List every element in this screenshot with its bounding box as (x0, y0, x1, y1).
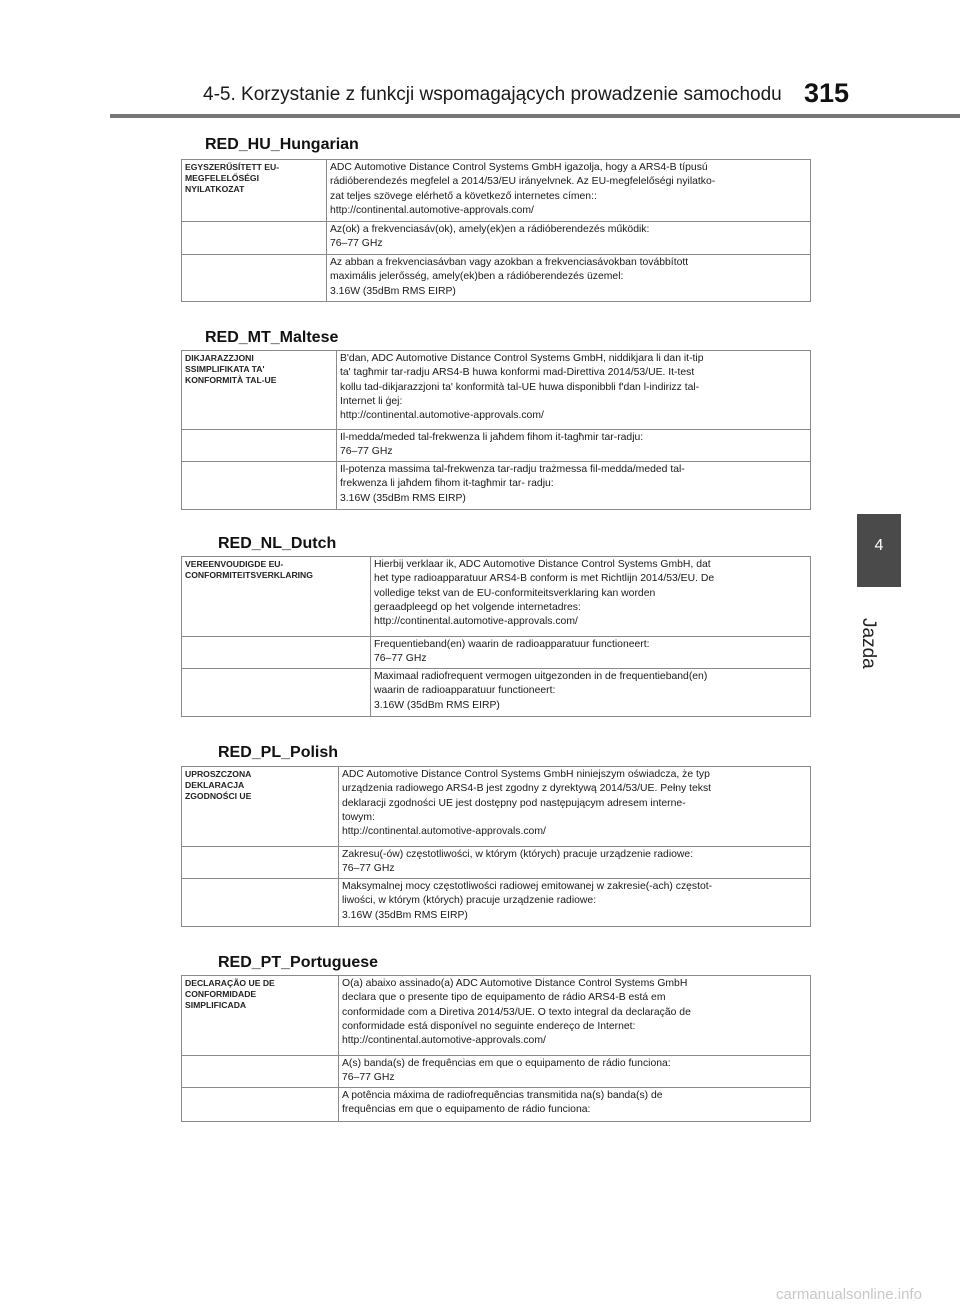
text-line: Zakresu(-ów) częstotliwości, w którym (których) pracuje urządzenie radiowe: (342, 849, 694, 860)
section-title-hungarian: RED_HU_Hungarian (205, 136, 359, 153)
text-line: geraadpleegd op het volgende internetadres: (374, 601, 581, 613)
text-line: 3.16W (35dBm RMS EIRP) (342, 909, 468, 921)
section-title-portuguese: RED_PT_Portuguese (218, 954, 379, 971)
text-line: http://continental.automotive-approvals.com/ (330, 204, 534, 216)
text-line: 76–77 GHz (342, 1072, 395, 1084)
max-power-text (327, 255, 811, 302)
text-line: 76–77 GHz (374, 653, 427, 665)
text-line: http://continental.automotive-approvals.com/ (342, 1035, 546, 1047)
label-line: CONFORMIDADE (185, 988, 257, 999)
text-line: ADC Automotive Distance Control Systems GmbH igazolja, hogy a ARS4-B típusú (330, 162, 708, 173)
declaration-text (327, 160, 811, 222)
chapter-title: 4-5. Korzystanie z funkcji wspomagających prowadzenie samochodu (203, 84, 782, 105)
text-line: towym: (342, 811, 375, 823)
empty-label-cell (182, 1056, 339, 1088)
text-line: 76–77 GHz (330, 238, 383, 250)
max-power-text (371, 669, 811, 717)
declaration-text (339, 976, 811, 1056)
declaration-table-dutch (181, 556, 811, 717)
declaration-text (337, 351, 811, 430)
text-line: http://continental.automotive-approvals.com/ (340, 410, 544, 422)
text-line: volledige tekst van de EU-conformiteitsverklaring kan worden (374, 587, 656, 599)
label-line: SSIMPLIFIKATA TA' (185, 363, 265, 374)
text-line: A potência máxima de radiofrequências transmitida na(s) banda(s) de (342, 1090, 663, 1101)
chapter-tab (857, 514, 901, 587)
table-row (182, 879, 811, 927)
frequency-band-text (327, 222, 811, 255)
page-header (0, 70, 960, 120)
section-title-polish: RED_PL_Polish (218, 744, 339, 761)
text-line: maximális jelerősség, amely(ek)ben a rádióberendezés üzemel: (330, 271, 624, 283)
text-line: conformidade com a Diretiva 2014/53/UE. O texto integral da declaração de (342, 1006, 691, 1018)
text-line: zat teljes szövege elérhető a következő internetes címen:: (330, 190, 597, 202)
label-line: DIKJARAZZJONI (185, 353, 254, 363)
text-line: Il-potenza massima tal-frekwenza tar-radju trażmessa fil-medda/meded tal- (340, 464, 685, 475)
text-line: Maximaal radiofrequent vermogen uitgezonden in de frequentieband(en) (374, 671, 708, 682)
declaration-label (182, 557, 371, 637)
empty-label-cell (182, 430, 337, 462)
text-line: liwości, w którym (których) pracuje urządzenie radiowe: (342, 895, 597, 907)
table-row (182, 767, 811, 847)
max-power-text (337, 462, 811, 510)
empty-label-cell (182, 222, 327, 255)
text-line: 3.16W (35dBm RMS EIRP) (340, 492, 466, 504)
text-line: frekwenza li jaħdem fihom it-tagħmir tar- radju: (340, 478, 554, 490)
text-line: Il-medda/meded tal-frekwenza li jaħdem fihom it-tagħmir tar-radju: (340, 432, 644, 443)
table-row (182, 351, 811, 430)
text-line: conformidade está disponível no seguinte endereço de Internet: (342, 1020, 636, 1032)
text-line: deklaracji zgodności UE jest dostępny pod następującym adresem interne- (342, 797, 686, 809)
text-line: A(s) banda(s) de frequências em que o equipamento de rádio funciona: (342, 1058, 671, 1069)
empty-label-cell (182, 847, 339, 879)
declaration-table-maltese (181, 350, 811, 510)
max-power-text (339, 879, 811, 927)
table-row (182, 160, 811, 222)
label-line: SIMPLIFICADA (185, 999, 247, 1010)
header-divider (110, 114, 960, 118)
text-line: kollu tad-dikjarazzjoni ta' konformità tal-UE huwa disponibbli f'dan l-indirizz tal- (340, 381, 700, 393)
empty-label-cell (182, 255, 327, 302)
text-line: http://continental.automotive-approvals.com/ (342, 826, 546, 838)
text-line: B'dan, ADC Automotive Distance Control Systems GmbH, niddikjara li dan it-tip (340, 353, 704, 364)
text-line: het type radioapparatuur ARS4-B conform is met Richtlijn 2014/53/EU. De (374, 573, 715, 585)
text-line: waarin de radioapparatuur functioneert: (374, 685, 556, 697)
text-line: ta' tagħmir tar-radju ARS4-B huwa konformi mad-Direttiva 2014/53/UE. It-test (340, 367, 695, 379)
watermark: carmanualsonline.info (776, 1286, 922, 1303)
label-line: EGYSZERŰSÍTETT EU- (185, 162, 280, 172)
table-row (182, 255, 811, 302)
text-line: Frequentieband(en) waarin de radioapparatuur functioneert: (374, 639, 650, 650)
declaration-text (371, 557, 811, 637)
label-line: MEGFELELŐSÉGI (185, 172, 260, 183)
text-line: 3.16W (35dBm RMS EIRP) (374, 699, 500, 711)
chapter-tab-label: Jazda (858, 618, 879, 669)
text-line: ADC Automotive Distance Control Systems GmbH niniejszym oświadcza, że typ (342, 769, 710, 780)
text-line: 3.16W (35dBm RMS EIRP) (330, 285, 456, 297)
text-line: O(a) abaixo assinado(a) ADC Automotive Distance Control Systems GmbH (342, 978, 688, 989)
frequency-band-text (339, 1056, 811, 1088)
table-row (182, 557, 811, 637)
label-line: NYILATKOZAT (185, 183, 245, 194)
text-line: urządzenia radiowego ARS4-B jest zgodny z dyrektywą 2014/53/UE. Pełny tekst (342, 783, 712, 795)
table-row (182, 669, 811, 717)
table-row (182, 976, 811, 1056)
table-row (182, 637, 811, 669)
label-line: UPROSZCZONA (185, 769, 252, 779)
empty-label-cell (182, 879, 339, 927)
page-number: 315 (804, 78, 850, 108)
text-line: declara que o presente tipo de equipamento de rádio ARS4-B está em (342, 992, 666, 1004)
label-line: VEREENVOUDIGDE EU- (185, 559, 284, 569)
label-line: DEKLARACJA (185, 779, 245, 790)
table-row (182, 462, 811, 510)
section-title-maltese: RED_MT_Maltese (205, 329, 339, 346)
text-line: 76–77 GHz (340, 446, 393, 458)
declaration-label (182, 767, 339, 847)
text-line: Hierbij verklaar ik, ADC Automotive Distance Control Systems GmbH, dat (374, 559, 711, 570)
empty-label-cell (182, 462, 337, 510)
declaration-table-polish (181, 766, 811, 927)
table-row (182, 222, 811, 255)
chapter-tab-number: 4 (874, 537, 884, 554)
section-title-dutch: RED_NL_Dutch (218, 535, 337, 552)
frequency-band-text (371, 637, 811, 669)
text-line: Maksymalnej mocy częstotliwości radiowej emitowanej w zakresie(-ach) częstot- (342, 881, 713, 892)
empty-label-cell (182, 637, 371, 669)
empty-label-cell (182, 1088, 339, 1122)
table-row (182, 1056, 811, 1088)
text-line: Internet li ġej: (340, 395, 403, 407)
label-line: KONFORMITÀ TAL-UE (185, 374, 277, 385)
empty-label-cell (182, 669, 371, 717)
table-row (182, 847, 811, 879)
label-line: CONFORMITEITSVERKLARING (185, 569, 313, 580)
declaration-label (182, 976, 339, 1056)
max-power-text (339, 1088, 811, 1122)
text-line: Az abban a frekvenciasávban vagy azokban a frekvenciasávokban továbbított (330, 257, 689, 268)
declaration-label (182, 351, 337, 430)
frequency-band-text (339, 847, 811, 879)
table-row (182, 1088, 811, 1122)
declaration-text (339, 767, 811, 847)
text-line: frequências em que o equipamento de rádio funciona: (342, 1104, 591, 1116)
text-line: Az(ok) a frekvenciasáv(ok), amely(ek)en a rádióberendezés működik: (330, 224, 650, 235)
declaration-table-portuguese (181, 975, 811, 1122)
label-line: DECLARAÇÃO UE DE (185, 978, 275, 988)
declaration-table-hungarian (181, 159, 811, 302)
table-row (182, 430, 811, 462)
declaration-label (182, 160, 327, 222)
text-line: http://continental.automotive-approvals.com/ (374, 616, 578, 628)
label-line: ZGODNOŚCI UE (185, 790, 252, 801)
text-line: 76–77 GHz (342, 863, 395, 875)
frequency-band-text (337, 430, 811, 462)
text-line: rádióberendezés megfelel a 2014/53/EU irányelvnek. Az EU-megfelelőségi nyilatko- (330, 176, 716, 188)
